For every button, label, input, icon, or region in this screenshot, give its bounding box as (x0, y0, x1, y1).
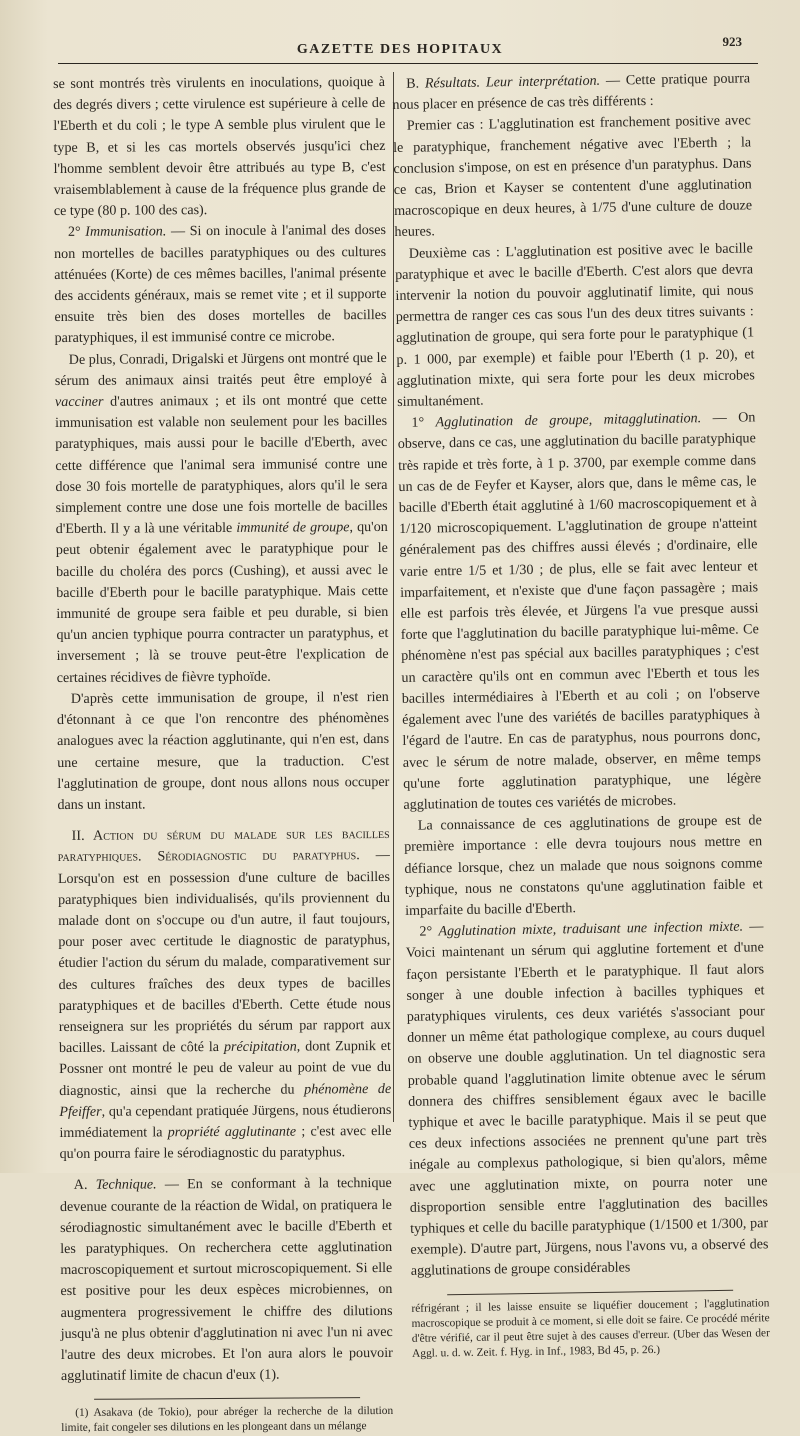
subheading-results: Résultats. Leur interprétation. (424, 72, 601, 92)
subheading-mixed: Agglutination mixte, traduisant une infection mixte. (438, 918, 744, 940)
subheading-immunisation: Immunisation. (85, 223, 167, 241)
subheading-mitagglutination: Agglutination de groupe, mitagglutination. (435, 410, 702, 431)
paragraph-group-immunity: De plus, Conradi, Drigalski et Jürgens ont montré que le sérum des animaux ainsi traités peut être employé à vacciner d'autres animaux ; et ils ont montré que cette immunisation est valable non seulement pour les bacilles paratyphiques, mais aussi pour le bacille d'Eberth, avec cette différence que l'animal sera immunisé contre une dose 30 fois mortelle de paratyphiques, alors qu'il le sera simplement contre une dose une fois mortelle de bacilles d'Eberth. Il y a là une véritable immunité de groupe, qu'on peut obtenir également avec le paratyphique pour le bacille du choléra des porcs (Cushing), et aussi avec le bacille d'Eberth pour le bacille paratyphique. Mais cette immunité de groupe sera faible et peu durable, si bien qu'un ancien typhique pourra contracter un paratyphus, et inversement ; là se trouve peut-être l'explication de certaines récidives de fièvre typhoïde. (54, 349, 389, 686)
section-heading: II. Action du sérum du malade sur les bacilles paratyphiques. Sérodiagnostic du paratyphus. (57, 826, 390, 866)
section-serodiagnostic: II. Action du sérum du malade sur les bacilles paratyphiques. Sérodiagnostic du paratyphus. — Lorsqu'on est en possession d'une culture de bacilles paratyphiques bien individualisés, qu'ils proviennent du malade dont on s'occupe ou d'un autre, il faut toujours, pour poser avec certitude le diagnostic de paratyphus, étudier l'action du sérum du malade, comparativement sur des cultures fraîches des deux types de bacilles paratyphiques et de bacilles d'Eberth. Cette étude nous renseignera sur les propriétés du sérum par rapport aux bacilles. Laissant de côté la précipitation, dont Zupnik et Possner ont montré le peu de valeur au point de vue du diagnostic, ainsi que la recherche du phénomène de Pfeiffer, qu'a cependant pratiquée Jürgens, nous étudierons immédiatement la propriété agglutinante ; c'est avec elle qu'on pourra faire le sérodiagnostic du paratyphus. (57, 826, 392, 1163)
header-rule (58, 63, 758, 64)
footnote-rule-right (447, 1289, 733, 1294)
left-column (53, 72, 393, 1436)
paragraph-second-case: Deuxième cas : L'agglutination est positive avec le bacille paratyphique et avec le bacille d'Eberth. C'est alors que devra intervenir la notion du pouvoir agglutinatif limite, qui nous permettra de ranger ces cas sous l'un des deux titres suivants : agglutination de groupe, qui sera forte pour le paratyphique (1 p. 1 000, par exemple) et faible pour l'Eberth (1 p. 20), et agglutination mixte, qui sera forte pour les deux microbes simultanément. (395, 239, 755, 411)
footnote-rule (94, 1398, 360, 1401)
running-title: GAZETTE DES HOPITAUX (296, 42, 504, 57)
paragraph-immunisation: 2° Immunisation. — Si on inocule à l'animal des doses non mortelles de bacilles paratyphiques ou des cultures atténuées (Korte) de ces mêmes bacilles, l'animal présente des accidents généraux, mais se remet vite ; et il supporte ensuite très bien des doses mortelles de bacilles paratyphiques, il est immunisé contre ce microbe. (54, 222, 387, 347)
paragraph-virulence: se sont montrés très virulents en inoculations, quoique à des degrés divers ; cette virulence est supérieure à celle de l'Eberth et du coli ; le type A semble plus virulent que le type B, et si les cas mortels observés jusqu'ici chez l'homme semblent devoir être attribués au type B, c'est vraisemblablement à cause de la fréquence plus grande de ce type (80 p. 100 des cas). (53, 73, 386, 220)
right-column (392, 68, 770, 1361)
paragraph-results: B. Résultats. Leur interprétation. — Cette pratique pourra nous placer en présence de cas très différents : (392, 70, 751, 114)
paragraph-group-agglutination: D'après cette immunisation de groupe, il n'est rien d'étonnant à ce que l'on rencontre des phénomènes analogues avec la réaction agglutinante, qui n'en est, dans une certaine mesure, que la traduction. C'est l'agglutination de groupe, dont nous allons nous occuper dans un instant. (56, 688, 390, 813)
paragraph-importance: La connaissance de ces agglutinations de groupe est de première importance : elle devra toujours nous mettre en défiance lorsque, chez un malade que nous soignons comme typhique, nous ne constatons qu'une agglutination faible et imparfaite du bacille d'Eberth. (404, 812, 763, 919)
paragraph-mixed-agglutination: 2° Agglutination mixte, traduisant une infection mixte. — Voici maintenant un sérum qui agglutine fortement et d'une façon persistante l'Eberth et le paratyphique. Il faut alors songer à une double infection à bacilles typhiques et paratyphiques virulents, ces deux variétés s'associant pour donner un même état pathologique complexe, au cours duquel on observe une double agglutination. Un tel diagnostic sera probable quand l'agglutination limite obtenue avec le sérum donnera des chiffres sensiblement égaux avec le bacille typhique et avec le bacille paratyphique. Mais il se peut que ces deux infections associées ne prennent qu'une part très inégale au complexus pathologique, si bien qu'alors, même avec une agglutination mixte, on pourra noter une disproportion sensible entre l'agglutination des bacilles typhiques et celle du bacille paratyphique (1/1500 et 1/300, par exemple). D'autre part, Jürgens, nous l'avons vu, a observé des agglutinations de groupe considérables (405, 918, 769, 1280)
subheading-technique: Technique. (95, 1176, 157, 1194)
paragraph-technique: A. Technique. — En se conformant à la technique devenue courante de la réaction de Widal, on pratiquera le sérodiagnostic simultanément avec le bacille d'Eberth et les paratyphiques. On recherchera cette agglutination macroscopiquement et surtout microscopiquement. Si elle est positive pour les deux espèces microbiennes, on augmentera progressivement le chiffre des dilutions jusqu'à ne plus obtenir d'agglutination ni avec l'un ni avec l'autre des deux microbes. Et l'on aura alors le pouvoir agglutinatif limite de chacun d'eux (1). (59, 1175, 393, 1385)
paragraph-group-agglutination-detail: 1° Agglutination de groupe, mitagglutination. — On observe, dans ce cas, une agglutination du bacille paratyphique très rapide et très forte, à 1 p. 3700, par exemple comme dans un cas de de Feyfer et Kayser, alors que, dans le même cas, le bacille d'Eberth était agglutiné à 1/60 macroscopiquement et à 1/120 microscopiquement. L'agglutination de groupe n'atteint généralement pas des chiffres aussi élevés ; d'ordinaire, elle varie entre 1/5 et 1/30 ; de plus, elle se fait avec lenteur et imparfaitement, et n'existe que d'une façon passagère ; mais elle est parfois très élevée, et Jürgens l'a vue presque aussi forte que l'agglutination du bacille paratyphique lui-même. Ce phénomène n'est pas spécial aux bacilles paratyphiques ; c'est un caractère qu'ils ont en commun avec l'Eberth et tous les bacilles intermédiaires à l'Eberth et au coli ; on l'observe également avec l'une des variétés de bacilles paratyphiques à l'égard de l'autre. En cas de paratyphus, nous pourrons donc, avec le sérum de notre malade, observer, en même temps qu'une forte agglutination paratyphique, une légère agglutination de toutes ces variétés de microbes. (397, 409, 762, 813)
footnote: (1) Asakava (de Tokio), pour abréger la recherche de la dilution limite, fait congeler ses dilutions en les plongeant dans un mélange (61, 1405, 394, 1435)
paragraph-first-case: Premier cas : L'agglutination est franchement positive avec le paratyphique, franchement négative avec l'Eberth ; la conclusion s'impose, on est en présence d'un paratyphus. Dans ce cas, Brion et Kayser se contentent d'une agglutination macroscopique en deux heures, à 1/75 d'une culture de douze heures. (393, 112, 753, 241)
page-number: 923 (722, 34, 742, 49)
footnote-continuation: réfrigérant ; il les laisse ensuite se liquéfier doucement ; l'agglutination macroscopique se produit à ce moment, si elle doit se faire. Ce procédé mérite d'être vérifié, car il peut être sujet à des causes d'erreur. (Uber das Wesen der Aggl. u. d. w. Zeit. f. Hyg. in Inf., 1983, Bd 45, p. 26.) (411, 1296, 770, 1360)
